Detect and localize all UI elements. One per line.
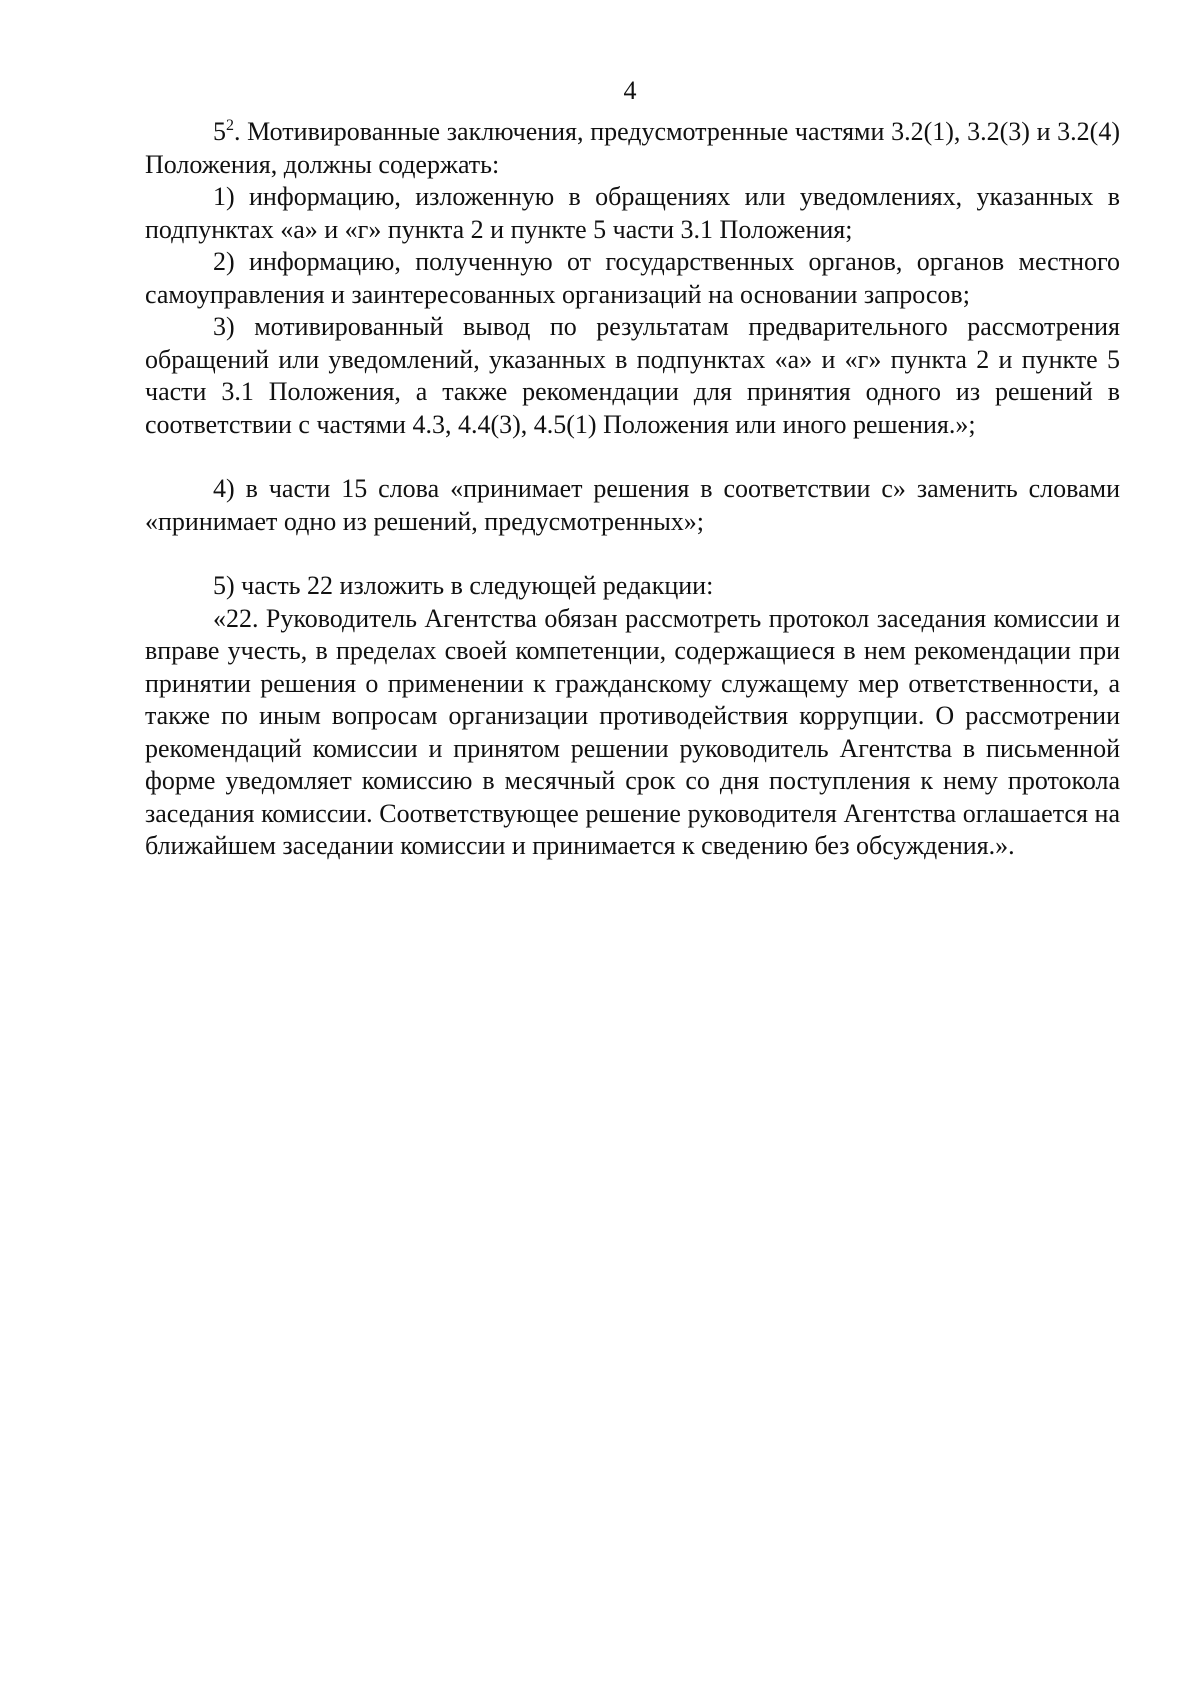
list-item-2: 2) информацию, полученную от государственных органов, органов местного самоуправления и заинтересованных организаций на основании запросов;: [145, 247, 1120, 309]
paragraph-number: 5: [213, 117, 226, 146]
list-item-3: 3) мотивированный вывод по результатам предварительного рассмотрения обращений или уведомлений, указанных в подпунктах «а» и «г» пункта 2 и пункте 5 части 3.1 Положения, а также рекомендации для принятия одного из решений в соответствии с частями 4.3, 4.4(3), 4.5(1) Положения или иного решения.»;: [145, 312, 1120, 439]
paragraph-5-2: [145, 116, 1120, 181]
document-body: [145, 116, 1120, 863]
paragraph-text: . Мотивированные заключения, предусмотренные частями 3.2(1), 3.2(3) и 3.2(4) Положения, должны содержать:: [145, 117, 1120, 179]
list-item-1: 1) информацию, изложенную в обращениях или уведомлениях, указанных в подпунктах «а» и «г» пункта 2 и пункте 5 части 3.1 Положения;: [145, 182, 1120, 244]
part-22-text: «22. Руководитель Агентства обязан рассмотреть протокол заседания комиссии и вправе учесть, в пределах своей компетенции, содержащиеся в нем рекомендации при принятии решения о применении к гражданскому служащему мер ответственности, а также по иным вопросам организации противодействия коррупции. О рассмотрении рекомендаций комиссии и принятом решении руководитель Агентства в письменной форме уведомляет комиссию в месячный срок со дня поступления к нему протокола заседания комиссии. Соответствующее решение руководителя Агентства оглашается на ближайшем заседании комиссии и принимается к сведению без обсуждения.».: [145, 603, 1120, 860]
superscript: 2: [226, 117, 234, 134]
amendment-5: 5) часть 22 изложить в следующей редакции:: [213, 571, 714, 600]
page-number: 4: [623, 76, 637, 105]
amendment-4: 4) в части 15 слова «принимает решения в соответствии с» заменить словами «принимает одно из решений, предусмотренных»;: [145, 474, 1120, 536]
